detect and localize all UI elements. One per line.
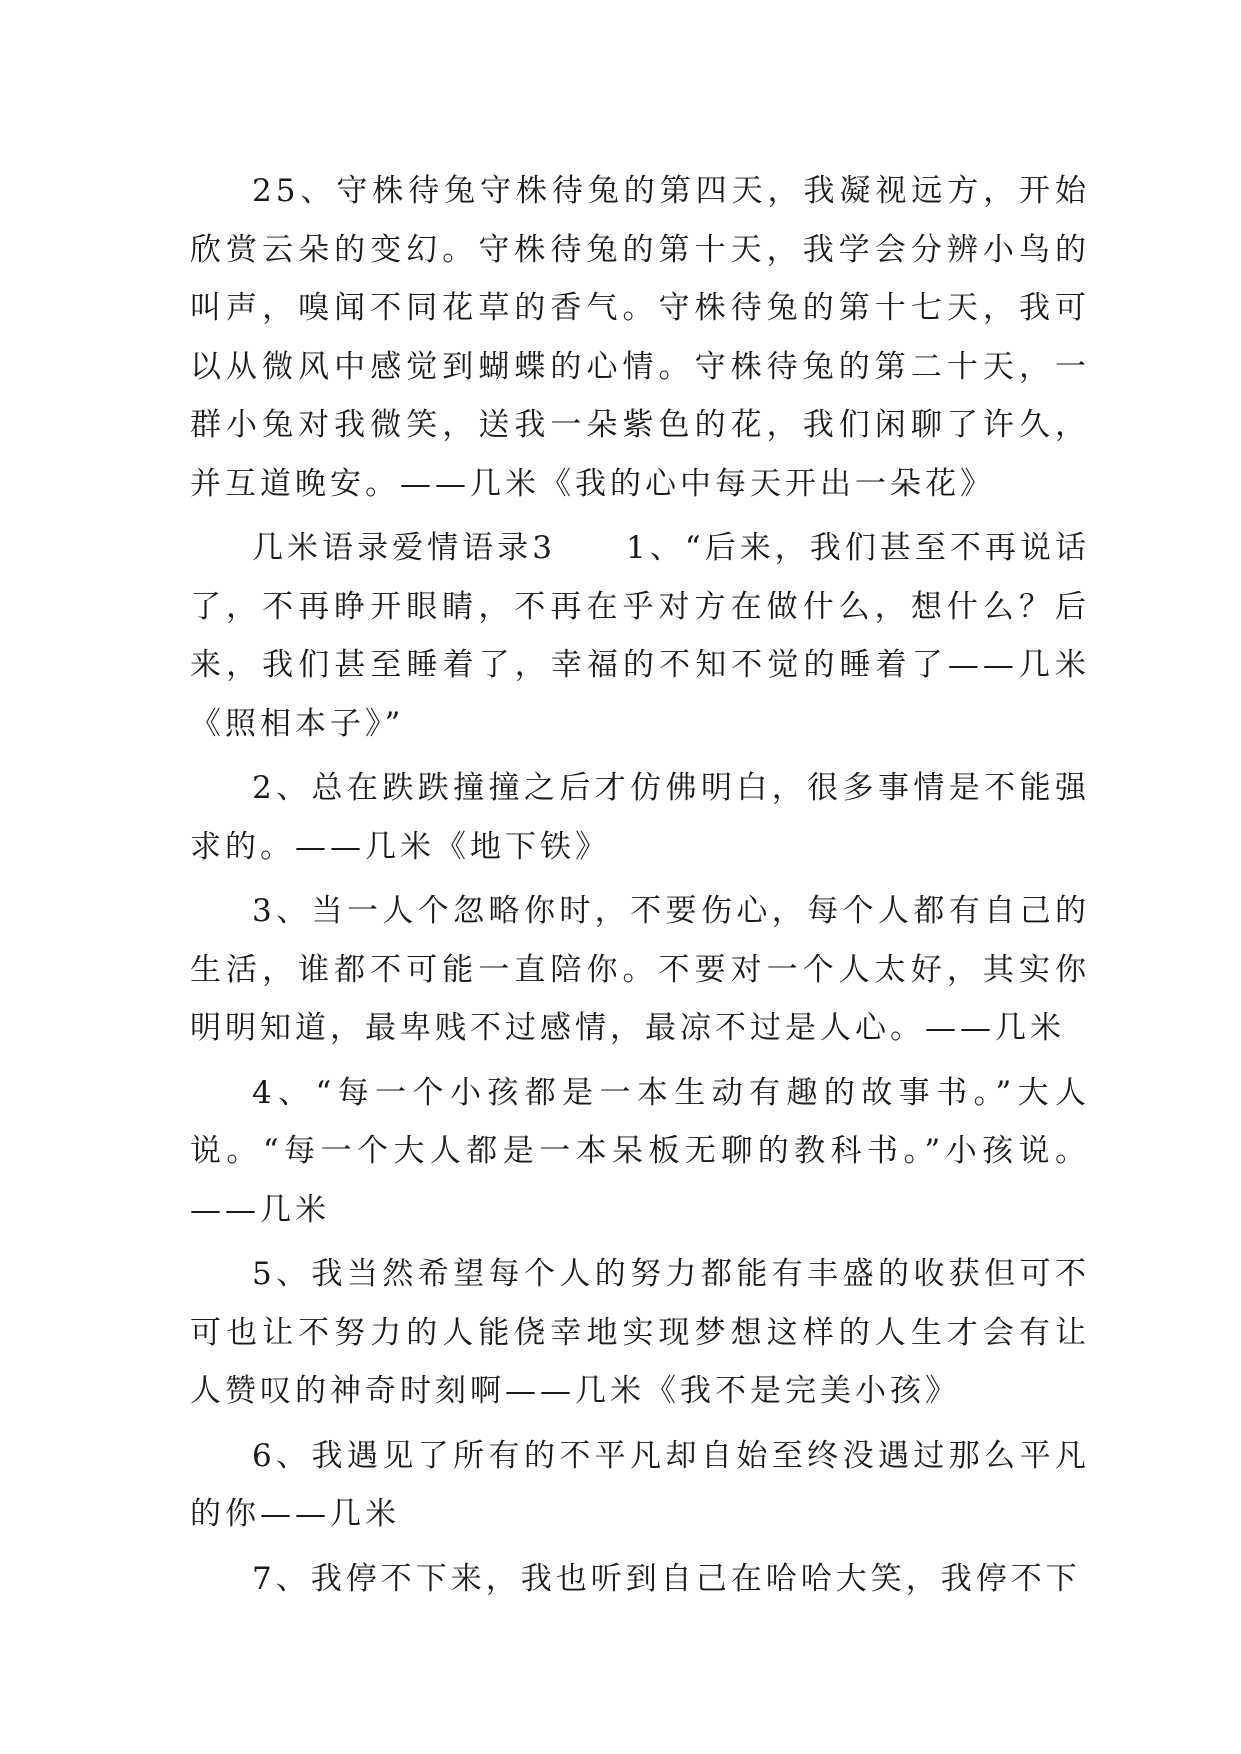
- paragraph-item-5: 5、我当然希望每个人的努力都能有丰盛的收获但可不可也让不努力的人能侥幸地实现梦想这样的人生才会有让人赞叹的神奇时刻啊——几米《我不是完美小孩》: [190, 1256, 1090, 1409]
- paragraph-item-3: 3、当一人个忽略你时，不要伤心，每个人都有自己的生活，谁都不可能一直陪你。不要对一个人太好，其实你明明知道，最卑贱不过感情，最凉不过是人心。——几米: [190, 893, 1090, 1046]
- document-body: [190, 162, 1090, 1614]
- paragraph-section-3-item-1: 几米语录爱情语录3 1、“后来，我们甚至不再说话了，不再睁开眼睛，不再在乎对方在做什么，想什么？后来，我们甚至睡着了，幸福的不知不觉的睡着了——几米《照相本子》”: [190, 530, 1090, 742]
- paragraph-item-2: 2、总在跌跌撞撞之后才仿佛明白，很多事情是不能强求的。——几米《地下铁》: [190, 770, 1090, 865]
- paragraph-item-7: 7、我停不下来，我也听到自己在哈哈大笑，我停不下: [252, 1560, 1081, 1597]
- paragraph-item-6: 6、我遇见了所有的不平凡却自始至终没遇过那么平凡的你——几米: [190, 1437, 1090, 1532]
- paragraph-item-4: 4、“每一个小孩都是一本生动有趣的故事书。”大人说。“每一个大人都是一本呆板无聊的教科书。”小孩说。——几米: [190, 1074, 1090, 1228]
- paragraph-25: 25、守株待兔守株待兔的第四天，我凝视远方，开始欣赏云朵的变幻。守株待兔的第十天，我学会分辨小鸟的叫声，嗅闻不同花草的香气。守株待兔的第十七天，我可以从微风中感觉到蝴蝶的心情。守株待兔的第二十天，一群小兔对我微笑，送我一朵紫色的花，我们闲聊了许久，并互道晚安。——几米《我的心中每天开出一朵花》: [190, 173, 1090, 502]
